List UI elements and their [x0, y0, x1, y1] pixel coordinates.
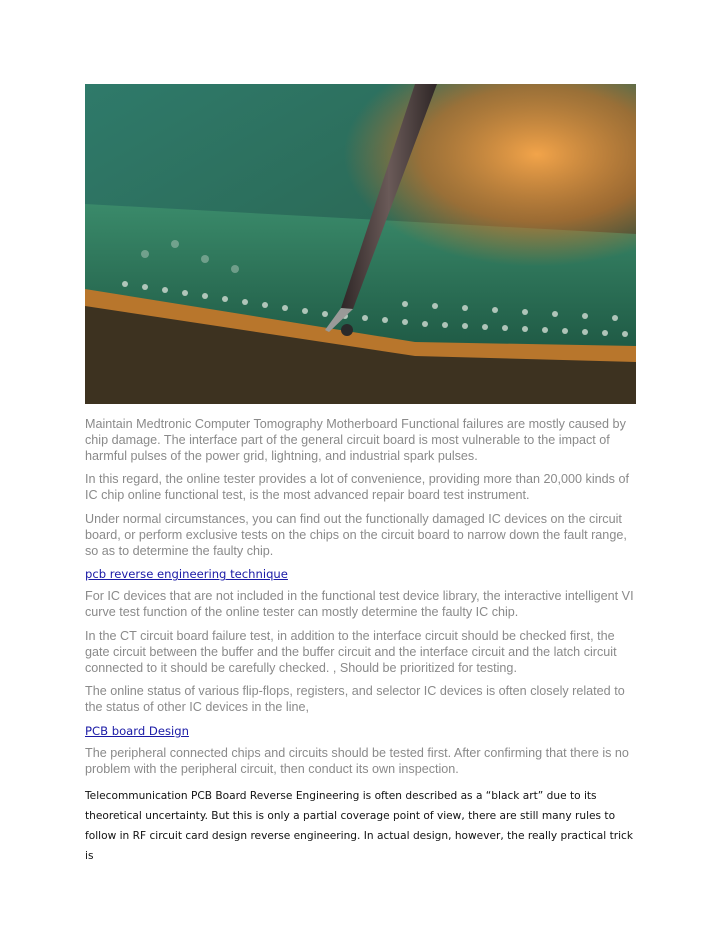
- paragraph-8: Telecommunication PCB Board Reverse Engineering is often described as a “black art” due to its theoretical uncertainty. But this is only a partial coverage point of view, there are still many rules to follow in RF circuit card design reverse engineering. In actual design, however, the really practical trick is: [85, 789, 634, 862]
- paragraph-6: The online status of various flip-flops, registers, and selector IC devices is often closely related to the status of other IC devices in the line,: [85, 684, 625, 715]
- pcb-reverse-engineering-link[interactable]: pcb reverse engineering technique: [85, 567, 288, 582]
- pcb-soldering-photo: [85, 84, 636, 404]
- hero-image: [85, 84, 636, 404]
- paragraph-4: For IC devices that are not included in the functional test device library, the interactive intelligent VI curve test function of the online tester can mostly determine the faulty IC chip.: [85, 589, 634, 620]
- paragraph-3: Under normal circumstances, you can find out the functionally damaged IC devices on the circuit board, or perform exclusive tests on the chips on the circuit board to narrow down the fault range, so as to determine the faulty chip.: [85, 511, 627, 558]
- paragraph-2: In this regard, the online tester provides a lot of convenience, providing more than 20,000 kinds of IC chip online functional test, is the most advanced repair board test instrument.: [85, 472, 629, 503]
- pcb-board-design-link[interactable]: PCB board Design: [85, 723, 189, 738]
- paragraph-1: Maintain Medtronic Computer Tomography Motherboard Functional failures are mostly caused by chip damage. The interface part of the general circuit board is most vulnerable to the impact of harmful pulses of the power grid, lightning, and industrial spark pulses.: [85, 417, 626, 463]
- paragraph-5: In the CT circuit board failure test, in addition to the interface circuit should be checked first, the gate circuit between the buffer and the buffer circuit and the interface circuit and the latch circuit connected to it should be carefully checked. , Should be prioritized for testing.: [85, 628, 617, 675]
- paragraph-7: The peripheral connected chips and circuits should be tested first. After confirming that there is no problem with the peripheral circuit, then conduct its own inspection.: [85, 745, 629, 776]
- article-body: [85, 417, 637, 866]
